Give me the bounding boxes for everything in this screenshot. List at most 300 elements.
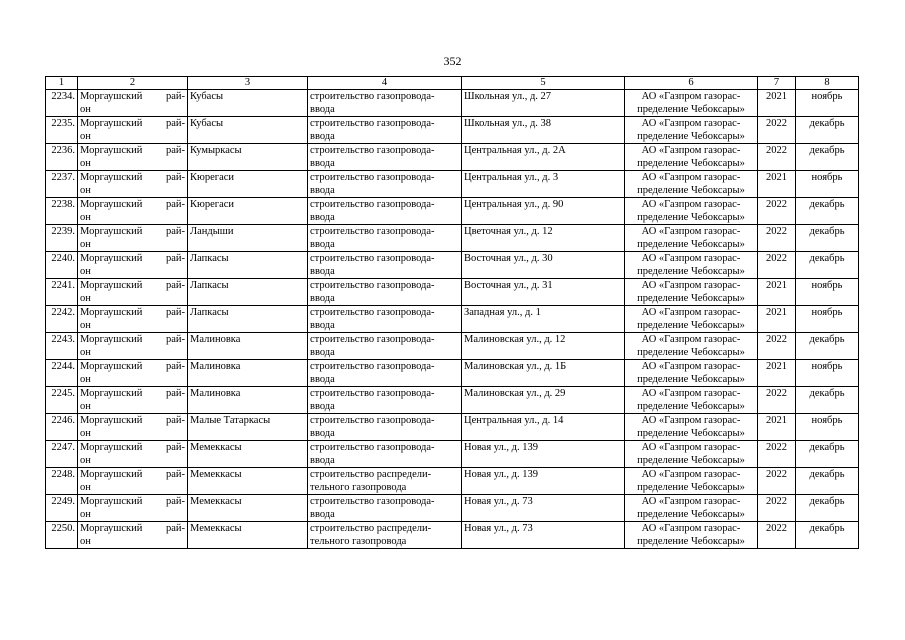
district-name: Моргаушский — [80, 280, 143, 291]
organization-line-2: пределение Чебоксары» — [637, 185, 745, 196]
organization-line-1: АО «Газпром газорас- — [641, 91, 741, 102]
work-type-line-1: строительство газопровода- — [310, 226, 435, 237]
table-row — [46, 279, 859, 306]
row-number-cell — [46, 468, 78, 495]
year: 2021 — [766, 307, 787, 318]
district-word-end: он — [80, 239, 91, 250]
row-number: 2236. — [51, 145, 75, 156]
district-word-end: он — [80, 293, 91, 304]
table-body — [46, 90, 859, 549]
row-number: 2248. — [51, 469, 75, 480]
month: ноябрь — [811, 361, 843, 372]
district-word-end: он — [80, 374, 91, 385]
organization-line-1: АО «Газпром газорас- — [641, 280, 741, 291]
organization-cell — [625, 117, 758, 144]
year-cell — [758, 522, 796, 549]
address: Малиновская ул., д. 29 — [464, 388, 566, 399]
row-number: 2250. — [51, 523, 75, 534]
address-cell — [462, 171, 625, 198]
organization-cell — [625, 306, 758, 333]
organization-line-2: пределение Чебоксары» — [637, 212, 745, 223]
work-type-line-2: ввода — [310, 374, 335, 385]
village-cell — [188, 441, 308, 468]
organization-line-2: пределение Чебоксары» — [637, 509, 745, 520]
district-name: Моргаушский — [80, 523, 143, 534]
year: 2022 — [766, 226, 787, 237]
row-number: 2245. — [51, 388, 75, 399]
address-cell — [462, 144, 625, 171]
organization-line-1: АО «Газпром газорас- — [641, 199, 741, 210]
organization-line-1: АО «Газпром газорас- — [641, 334, 741, 345]
work-type-line-1: строительство газопровода- — [310, 415, 435, 426]
year-cell — [758, 387, 796, 414]
page-number: 352 — [443, 54, 462, 68]
table-row — [46, 117, 859, 144]
row-number: 2239. — [51, 226, 75, 237]
address-cell — [462, 279, 625, 306]
month-cell — [796, 387, 859, 414]
work-type-line-2: тельного газопровода — [310, 536, 407, 547]
organization-line-1: АО «Газпром газорас- — [641, 415, 741, 426]
row-number: 2247. — [51, 442, 75, 453]
work-type-cell — [308, 306, 462, 333]
row-number: 2243. — [51, 334, 75, 345]
column-header: 3 — [188, 77, 308, 90]
work-type-line-1: строительство газопровода- — [310, 118, 435, 129]
month-cell — [796, 279, 859, 306]
district-name: Моргаушский — [80, 253, 143, 264]
organization-line-2: пределение Чебоксары» — [637, 482, 745, 493]
district-word-end: он — [80, 104, 91, 115]
year-cell — [758, 225, 796, 252]
month: ноябрь — [811, 91, 843, 102]
district-word-part: рай- — [165, 91, 185, 102]
organization-cell — [625, 144, 758, 171]
work-type-line-2: ввода — [310, 212, 335, 223]
organization-cell — [625, 90, 758, 117]
organization-line-1: АО «Газпром газорас- — [641, 469, 741, 480]
month-cell — [796, 144, 859, 171]
year-cell — [758, 495, 796, 522]
work-type-cell — [308, 468, 462, 495]
month-cell — [796, 441, 859, 468]
village-name: Кюрегаси — [190, 172, 235, 183]
district-cell — [78, 279, 188, 306]
organization-cell — [625, 387, 758, 414]
work-type-line-2: ввода — [310, 401, 335, 412]
organization-line-1: АО «Газпром газорас- — [641, 496, 741, 507]
column-header: 5 — [462, 77, 625, 90]
column-number-row — [46, 77, 859, 90]
row-number: 2242. — [51, 307, 75, 318]
month: декабрь — [809, 145, 845, 156]
district-name: Моргаушский — [80, 415, 143, 426]
address: Новая ул., д. 73 — [464, 496, 533, 507]
month-cell — [796, 333, 859, 360]
district-word-end: он — [80, 482, 91, 493]
address: Малиновская ул., д. 12 — [464, 334, 566, 345]
work-type-line-1: строительство газопровода- — [310, 253, 435, 264]
village-name: Лапкасы — [190, 280, 229, 291]
month-cell — [796, 117, 859, 144]
district-cell — [78, 171, 188, 198]
village-cell — [188, 171, 308, 198]
district-word-part: рай- — [165, 361, 185, 372]
work-type-line-1: строительство газопровода- — [310, 145, 435, 156]
work-type-line-1: строительство распредели- — [310, 469, 432, 480]
work-type-cell — [308, 387, 462, 414]
village-cell — [188, 333, 308, 360]
work-type-line-1: строительство распредели- — [310, 523, 432, 534]
work-type-line-2: ввода — [310, 320, 335, 331]
address: Восточная ул., д. 30 — [464, 253, 553, 264]
village-name: Мемеккасы — [190, 442, 242, 453]
column-header: 2 — [78, 77, 188, 90]
district-word-part: рай- — [165, 415, 185, 426]
district-name: Моргаушский — [80, 361, 143, 372]
village-name: Кубасы — [190, 91, 224, 102]
year: 2022 — [766, 118, 787, 129]
year: 2022 — [766, 496, 787, 507]
organization-cell — [625, 468, 758, 495]
village-name: Мемеккасы — [190, 523, 242, 534]
row-number-cell — [46, 522, 78, 549]
organization-line-2: пределение Чебоксары» — [637, 455, 745, 466]
address: Западная ул., д. 1 — [464, 307, 541, 318]
year: 2022 — [766, 145, 787, 156]
row-number-cell — [46, 306, 78, 333]
work-type-cell — [308, 279, 462, 306]
month-cell — [796, 171, 859, 198]
district-word-end: он — [80, 131, 91, 142]
year-cell — [758, 198, 796, 225]
address-cell — [462, 333, 625, 360]
work-type-line-2: ввода — [310, 239, 335, 250]
month-cell — [796, 198, 859, 225]
work-type-line-2: тельного газопровода — [310, 482, 407, 493]
organization-line-1: АО «Газпром газорас- — [641, 442, 741, 453]
row-number-cell — [46, 90, 78, 117]
row-number: 2244. — [51, 361, 75, 372]
work-type-line-2: ввода — [310, 509, 335, 520]
village-name: Малые Татаркасы — [190, 415, 271, 426]
address: Центральная ул., д. 3 — [464, 172, 559, 183]
year: 2022 — [766, 523, 787, 534]
district-name: Моргаушский — [80, 172, 143, 183]
table-row — [46, 306, 859, 333]
district-cell — [78, 252, 188, 279]
village-cell — [188, 198, 308, 225]
column-header: 4 — [308, 77, 462, 90]
organization-line-1: АО «Газпром газорас- — [641, 523, 741, 534]
district-word-part: рай- — [165, 118, 185, 129]
organization-line-1: АО «Газпром газорас- — [641, 307, 741, 318]
year-cell — [758, 441, 796, 468]
village-name: Кумыркасы — [190, 145, 242, 156]
district-cell — [78, 198, 188, 225]
work-type-cell — [308, 333, 462, 360]
month: декабрь — [809, 253, 845, 264]
village-name: Кубасы — [190, 118, 224, 129]
row-number-cell — [46, 441, 78, 468]
year-cell — [758, 414, 796, 441]
organization-line-2: пределение Чебоксары» — [637, 401, 745, 412]
address: Школьная ул., д. 27 — [464, 91, 552, 102]
year-cell — [758, 117, 796, 144]
address-cell — [462, 225, 625, 252]
organization-cell — [625, 360, 758, 387]
month: декабрь — [809, 118, 845, 129]
address: Школьная ул., д. 38 — [464, 118, 552, 129]
district-word-part: рай- — [165, 172, 185, 183]
work-type-line-1: строительство газопровода- — [310, 334, 435, 345]
work-type-line-2: ввода — [310, 347, 335, 358]
work-type-line-1: строительство газопровода- — [310, 442, 435, 453]
row-number: 2238. — [51, 199, 75, 210]
district-name: Моргаушский — [80, 334, 143, 345]
year: 2021 — [766, 361, 787, 372]
organization-line-2: пределение Чебоксары» — [637, 374, 745, 385]
organization-cell — [625, 225, 758, 252]
row-number-cell — [46, 279, 78, 306]
work-type-cell — [308, 144, 462, 171]
column-header: 6 — [625, 77, 758, 90]
year: 2021 — [766, 172, 787, 183]
organization-cell — [625, 171, 758, 198]
organization-line-1: АО «Газпром газорас- — [641, 145, 741, 156]
row-number-cell — [46, 360, 78, 387]
address-cell — [462, 90, 625, 117]
district-cell — [78, 225, 188, 252]
district-name: Моргаушский — [80, 91, 143, 102]
year: 2022 — [766, 199, 787, 210]
document-table — [45, 76, 859, 549]
address: Малиновская ул., д. 1Б — [464, 361, 567, 372]
address: Восточная ул., д. 31 — [464, 280, 553, 291]
organization-line-2: пределение Чебоксары» — [637, 536, 745, 547]
district-word-part: рай- — [165, 469, 185, 480]
row-number-cell — [46, 198, 78, 225]
work-type-line-1: строительство газопровода- — [310, 496, 435, 507]
district-cell — [78, 387, 188, 414]
work-type-line-1: строительство газопровода- — [310, 91, 435, 102]
work-type-line-2: ввода — [310, 428, 335, 439]
month: декабрь — [809, 496, 845, 507]
village-cell — [188, 117, 308, 144]
work-type-cell — [308, 171, 462, 198]
month: декабрь — [809, 523, 845, 534]
district-cell — [78, 144, 188, 171]
month-cell — [796, 522, 859, 549]
district-cell — [78, 117, 188, 144]
row-number: 2246. — [51, 415, 75, 426]
year-cell — [758, 144, 796, 171]
work-type-cell — [308, 522, 462, 549]
column-header: 1 — [46, 77, 78, 90]
month-cell — [796, 90, 859, 117]
district-name: Моргаушский — [80, 442, 143, 453]
district-word-part: рай- — [165, 307, 185, 318]
work-type-line-1: строительство газопровода- — [310, 199, 435, 210]
village-cell — [188, 360, 308, 387]
village-cell — [188, 279, 308, 306]
year: 2022 — [766, 253, 787, 264]
district-word-end: он — [80, 347, 91, 358]
month: ноябрь — [811, 307, 843, 318]
organization-line-2: пределение Чебоксары» — [637, 428, 745, 439]
address-cell — [462, 387, 625, 414]
organization-cell — [625, 252, 758, 279]
village-name: Лапкасы — [190, 307, 229, 318]
work-type-line-2: ввода — [310, 131, 335, 142]
district-name: Моргаушский — [80, 496, 143, 507]
year: 2021 — [766, 91, 787, 102]
work-type-cell — [308, 495, 462, 522]
district-name: Моргаушский — [80, 307, 143, 318]
organization-line-2: пределение Чебоксары» — [637, 320, 745, 331]
row-number-cell — [46, 117, 78, 144]
address: Цветочная ул., д. 12 — [464, 226, 553, 237]
work-type-cell — [308, 441, 462, 468]
row-number-cell — [46, 252, 78, 279]
work-type-line-1: строительство газопровода- — [310, 307, 435, 318]
organization-cell — [625, 414, 758, 441]
organization-line-2: пределение Чебоксары» — [637, 293, 745, 304]
month: ноябрь — [811, 280, 843, 291]
district-word-part: рай- — [165, 388, 185, 399]
work-type-line-1: строительство газопровода- — [310, 172, 435, 183]
organization-line-1: АО «Газпром газорас- — [641, 226, 741, 237]
work-type-line-2: ввода — [310, 158, 335, 169]
address-cell — [462, 414, 625, 441]
row-number-cell — [46, 144, 78, 171]
year-cell — [758, 468, 796, 495]
district-word-end: он — [80, 401, 91, 412]
organization-line-2: пределение Чебоксары» — [637, 131, 745, 142]
village-cell — [188, 306, 308, 333]
month-cell — [796, 225, 859, 252]
month-cell — [796, 414, 859, 441]
organization-line-2: пределение Чебоксары» — [637, 347, 745, 358]
address: Новая ул., д. 73 — [464, 523, 533, 534]
village-name: Ландыши — [190, 226, 234, 237]
row-number: 2240. — [51, 253, 75, 264]
table-row — [46, 252, 859, 279]
village-name: Лапкасы — [190, 253, 229, 264]
table-row — [46, 333, 859, 360]
month: декабрь — [809, 442, 845, 453]
village-cell — [188, 144, 308, 171]
village-name: Малиновка — [190, 388, 241, 399]
table-row — [46, 441, 859, 468]
column-header: 7 — [758, 77, 796, 90]
row-number-cell — [46, 171, 78, 198]
village-cell — [188, 387, 308, 414]
work-type-cell — [308, 414, 462, 441]
organization-line-1: АО «Газпром газорас- — [641, 118, 741, 129]
district-cell — [78, 522, 188, 549]
address-cell — [462, 117, 625, 144]
work-type-line-2: ввода — [310, 104, 335, 115]
address-cell — [462, 198, 625, 225]
organization-line-2: пределение Чебоксары» — [637, 266, 745, 277]
district-cell — [78, 468, 188, 495]
year-cell — [758, 252, 796, 279]
address-cell — [462, 495, 625, 522]
village-cell — [188, 522, 308, 549]
table-row — [46, 468, 859, 495]
row-number: 2237. — [51, 172, 75, 183]
district-cell — [78, 333, 188, 360]
district-word-part: рай- — [165, 253, 185, 264]
year-cell — [758, 171, 796, 198]
district-cell — [78, 360, 188, 387]
organization-line-1: АО «Газпром газорас- — [641, 388, 741, 399]
year: 2021 — [766, 415, 787, 426]
month: декабрь — [809, 469, 845, 480]
village-name: Мемеккасы — [190, 469, 242, 480]
month-cell — [796, 306, 859, 333]
month: ноябрь — [811, 172, 843, 183]
village-name: Малиновка — [190, 361, 241, 372]
district-name: Моргаушский — [80, 199, 143, 210]
column-header: 8 — [796, 77, 859, 90]
district-word-part: рай- — [165, 226, 185, 237]
month: декабрь — [809, 226, 845, 237]
district-word-end: он — [80, 320, 91, 331]
village-cell — [188, 225, 308, 252]
table-row — [46, 198, 859, 225]
row-number: 2249. — [51, 496, 75, 507]
district-word-part: рай- — [165, 199, 185, 210]
district-name: Моргаушский — [80, 469, 143, 480]
organization-line-1: АО «Газпром газорас- — [641, 172, 741, 183]
district-word-end: он — [80, 266, 91, 277]
organization-cell — [625, 198, 758, 225]
work-type-line-2: ввода — [310, 455, 335, 466]
district-word-end: он — [80, 212, 91, 223]
work-type-cell — [308, 117, 462, 144]
village-cell — [188, 252, 308, 279]
work-type-line-1: строительство газопровода- — [310, 361, 435, 372]
work-type-line-2: ввода — [310, 185, 335, 196]
table-row — [46, 90, 859, 117]
row-number: 2234. — [51, 91, 75, 102]
village-name: Малиновка — [190, 334, 241, 345]
village-cell — [188, 90, 308, 117]
district-cell — [78, 441, 188, 468]
table-row — [46, 144, 859, 171]
district-word-part: рай- — [165, 145, 185, 156]
month: ноябрь — [811, 415, 843, 426]
year-cell — [758, 306, 796, 333]
organization-cell — [625, 441, 758, 468]
organization-line-2: пределение Чебоксары» — [637, 239, 745, 250]
address: Новая ул., д. 139 — [464, 469, 539, 480]
village-name: Мемеккасы — [190, 496, 242, 507]
year: 2022 — [766, 388, 787, 399]
address-cell — [462, 468, 625, 495]
row-number: 2241. — [51, 280, 75, 291]
district-word-part: рай- — [165, 280, 185, 291]
organization-line-1: АО «Газпром газорас- — [641, 253, 741, 264]
row-number-cell — [46, 414, 78, 441]
year: 2022 — [766, 334, 787, 345]
district-name: Моргаушский — [80, 145, 143, 156]
district-word-end: он — [80, 455, 91, 466]
month-cell — [796, 252, 859, 279]
year: 2022 — [766, 442, 787, 453]
